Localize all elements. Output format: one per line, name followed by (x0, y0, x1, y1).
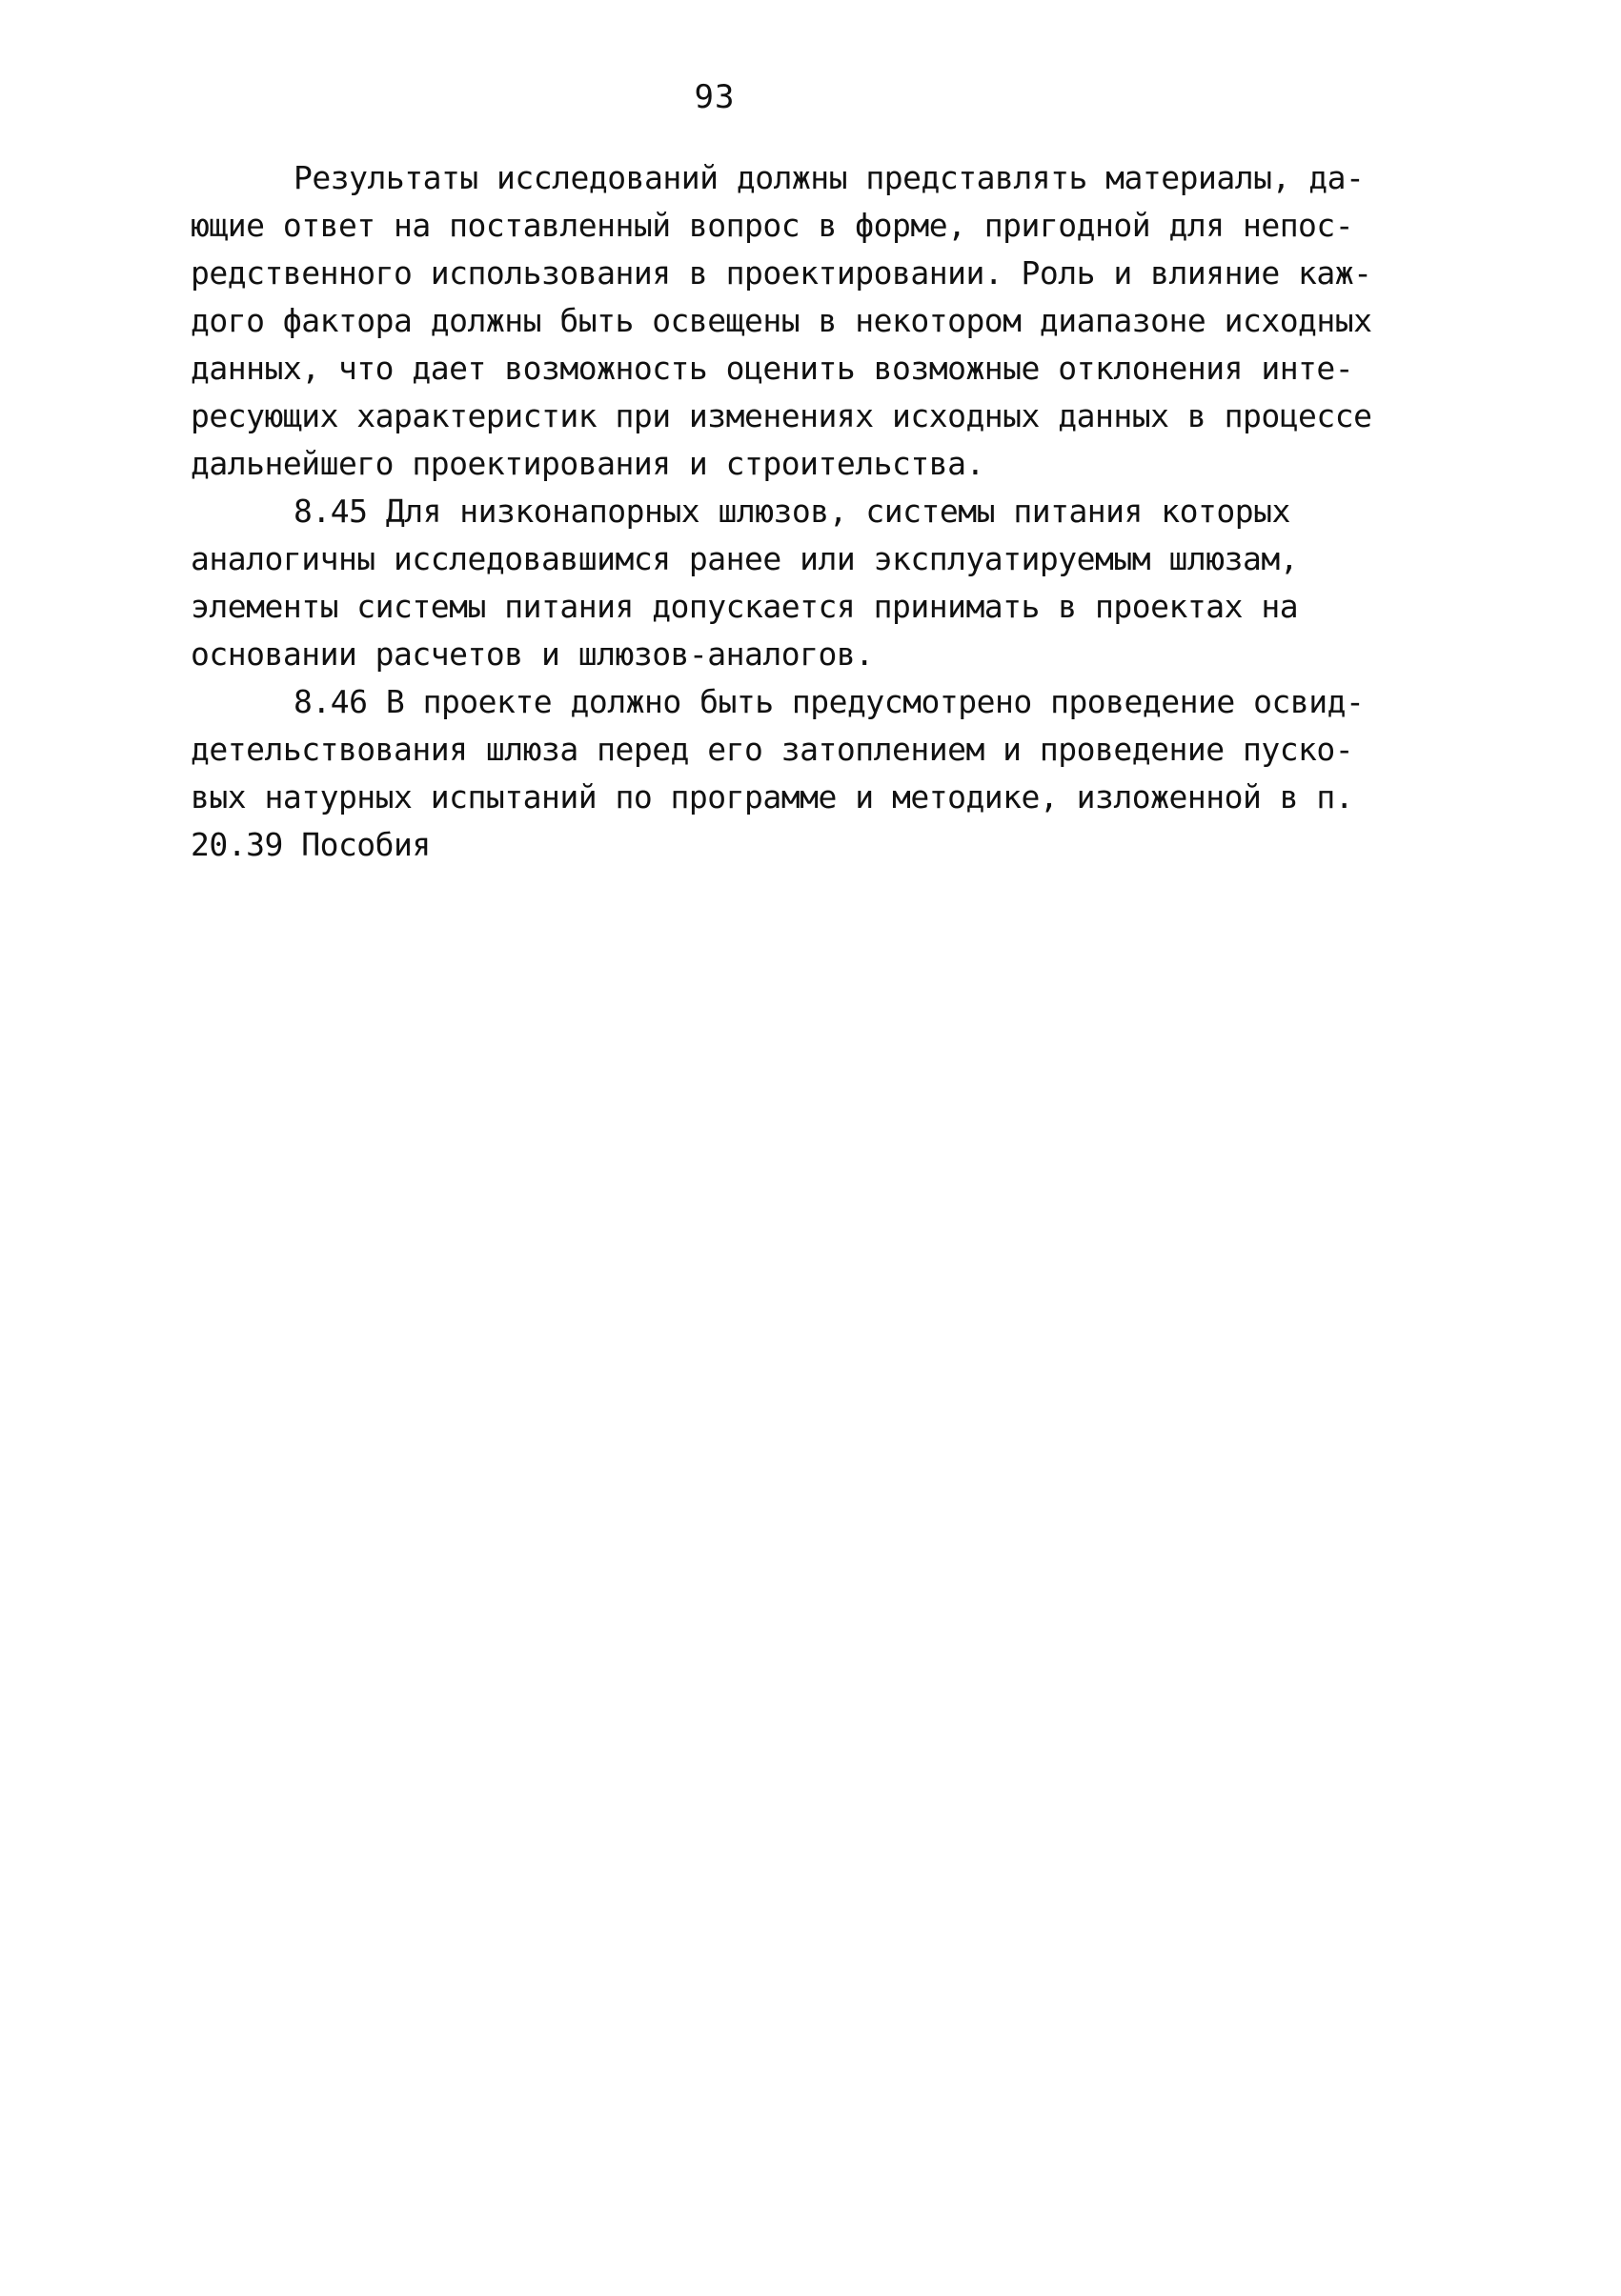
text-line: 8.45 Для низконапорных шлюзов, системы питания которых (294, 493, 1290, 530)
page-number: 93 (694, 78, 736, 116)
text-line: детельствования шлюза перед его затоплением и проведение пуско- (191, 731, 1354, 768)
text-line: 8.46 В проекте должно быть предусмотрено проведение освид- (294, 683, 1365, 720)
text-line: дальнейшего проектирования и строительства. (191, 445, 984, 482)
text-line: элементы системы питания допускается принимать в проектах на (191, 588, 1299, 625)
text-line: Результаты исследований должны представлять материалы, да- (294, 159, 1365, 196)
text-line: основании расчетов и шлюзов-аналогов. (191, 635, 874, 673)
text-line: дого фактора должны быть освещены в некотором диапазоне исходных (191, 302, 1372, 339)
text-line: ресующих характеристик при изменениях исходных данных в процессе (191, 397, 1372, 434)
text-line: вых натурных испытаний по программе и методике, изложенной в п. (191, 778, 1354, 816)
paragraph-8-46 (191, 678, 1449, 869)
text-line: аналогичны исследовавшимся ранее или эксплуатируемым шлюзам, (191, 540, 1299, 577)
paragraph-results (191, 154, 1449, 488)
text-line: редственного использования в проектировании. Роль и влияние каж- (191, 254, 1372, 292)
document-body (191, 154, 1449, 869)
text-line: 20.39 Пособия (191, 826, 431, 863)
text-line: ющие ответ на поставленный вопрос в форме, пригодной для непос- (191, 207, 1354, 244)
paragraph-8-45 (191, 488, 1449, 678)
text-line: данных, что дает возможность оценить возможные отклонения инте- (191, 350, 1354, 387)
